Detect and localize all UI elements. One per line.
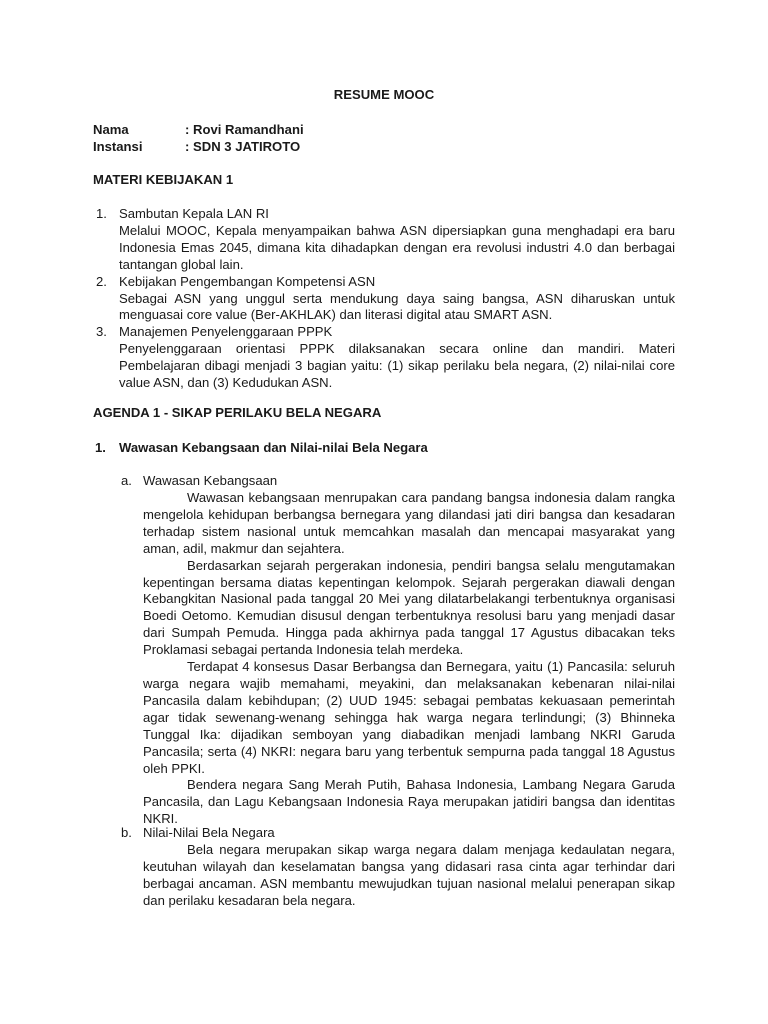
instansi-label: Instansi [93,139,143,154]
materi-heading: MATERI KEBIJAKAN 1 [93,172,234,187]
materi-item-title: Sambutan Kepala LAN RI [119,206,269,221]
materi-item [93,206,675,274]
agenda-heading: AGENDA 1 - SIKAP PERILAKU BELA NEGARA [93,405,382,420]
materi-item-number: 2. [96,273,107,289]
materi-list [93,206,675,392]
paragraph: Wawasan kebangsaan menrupakan cara pandang bangsa indonesia dalam rangka mengelola kehidupan berbangsa bernegara yang dilandasi jati diri bangsa dan kesadaran terhadap sistem nasional untuk memcahkan masalah dan mencapai masyarakat yang aman, adil, makmur dan sejahtera. [143,490,675,556]
subsection-title: Nilai-Nilai Bela Negara [143,825,275,840]
paragraph: Berdasarkan sejarah pergerakan indonesia, pendiri bangsa selalu mengutamakan kepentingan bersama diatas kepentingan kelompok. Sejarah pergerakan diawali dengan Kebangkitan Nasional pada tanggal 20 Mei yang dilatarbelakangi terbentuknya organisasi Boedi Oetomo. Kemudian disusul dengan terbentuknya resolusi baru yang menjadi dasar dari Sumpah Pemuda. Hingga pada akhirnya pada tanggal 17 Agustus dibacakan teks Proklamasi sebagai pertanda Indonesia telah merdeka. [143,557,675,658]
section-number: 1. [95,440,106,455]
subsection-body [143,842,675,910]
materi-item-body: Melalui MOOC, Kepala menyampaikan bahwa ASN dipersiapkan guna menghadapi era baru Indonesia Emas 2045, dimana kita dihadapkan dengan era revolusi industri 4.0 dan berbagai tantangan global lain. [119,222,675,272]
materi-item-number: 1. [96,206,107,221]
materi-item-body: Penyelenggaraan orientasi PPPK dilaksanakan secara online dan mandiri. Materi Pembelajaran dibagi menjadi 3 bagian yaitu: (1) sikap perilaku bela negara, (2) nilai-nilai core value ASN, dan (3) Kedudukan ASN. [119,341,675,391]
document-title: RESUME MOOC [333,87,435,102]
paragraph: Bendera negara Sang Merah Putih, Bahasa Indonesia, Lambang Negara Garuda Pancasila, dan Lagu Kebangsaan Indonesia Raya merupakan jatidiri bangsa dan identitas NKRI. [143,777,675,827]
subsection-title: Wawasan Kebangsaan [143,473,278,488]
paragraph: Terdapat 4 konsesus Dasar Berbangsa dan Bernegara, yaitu (1) Pancasila: seluruh warga negara wajib memahami, meyakini, dan melaksanakan kebenaran nilai-nilai Pancasila dalam kebihdupan; (2) UUD 1945: sebagai pembatas kekuasaan pemerintah agar tidak sewenang-wenang sehingga hak warga negara terlindungi; (3) Bhinneka Tunggal Ika: dijadikan semboyan yang diabadikan menjadi lambang NKRI Garuda Pancasila; serta (4) NKRI: negara baru yang terbentuk sempurna pada tanggal 18 Agustus oleh PPKI. [143,659,675,776]
materi-item-number: 3. [96,324,107,340]
nama-label: Nama [93,122,129,137]
section-title: Wawasan Kebangsaan dan Nilai-nilai Bela Negara [119,440,428,455]
subsection-body [143,490,675,828]
materi-item-title: Kebijakan Pengembangan Kompetensi ASN [119,273,376,289]
subsection-letter: a. [121,473,132,488]
subsection-letter: b. [121,825,132,840]
paragraph: Bela negara merupakan sikap warga negara dalam menjaga kedaulatan negara, keutuhan wilayah dan keselamatan bangsa yang didasari rasa cinta agar terhindar dari berbagai ancaman. ASN membantu mewujudkan tujuan nasional melalui penerapan sikap dan perilaku kesadaran bela negara. [143,842,675,908]
materi-item-title: Manajemen Penyelenggaraan PPPK [119,324,333,340]
materi-item [93,274,675,325]
nama-value: : Rovi Ramandhani [185,122,304,137]
instansi-value: : SDN 3 JATIROTO [185,139,301,154]
materi-item-body: Sebagai ASN yang unggul serta mendukung daya saing bangsa, ASN diharuskan untuk menguasai core value (Ber-AKHLAK) dan literasi digital atau SMART ASN. [119,290,675,323]
materi-item [93,324,675,392]
